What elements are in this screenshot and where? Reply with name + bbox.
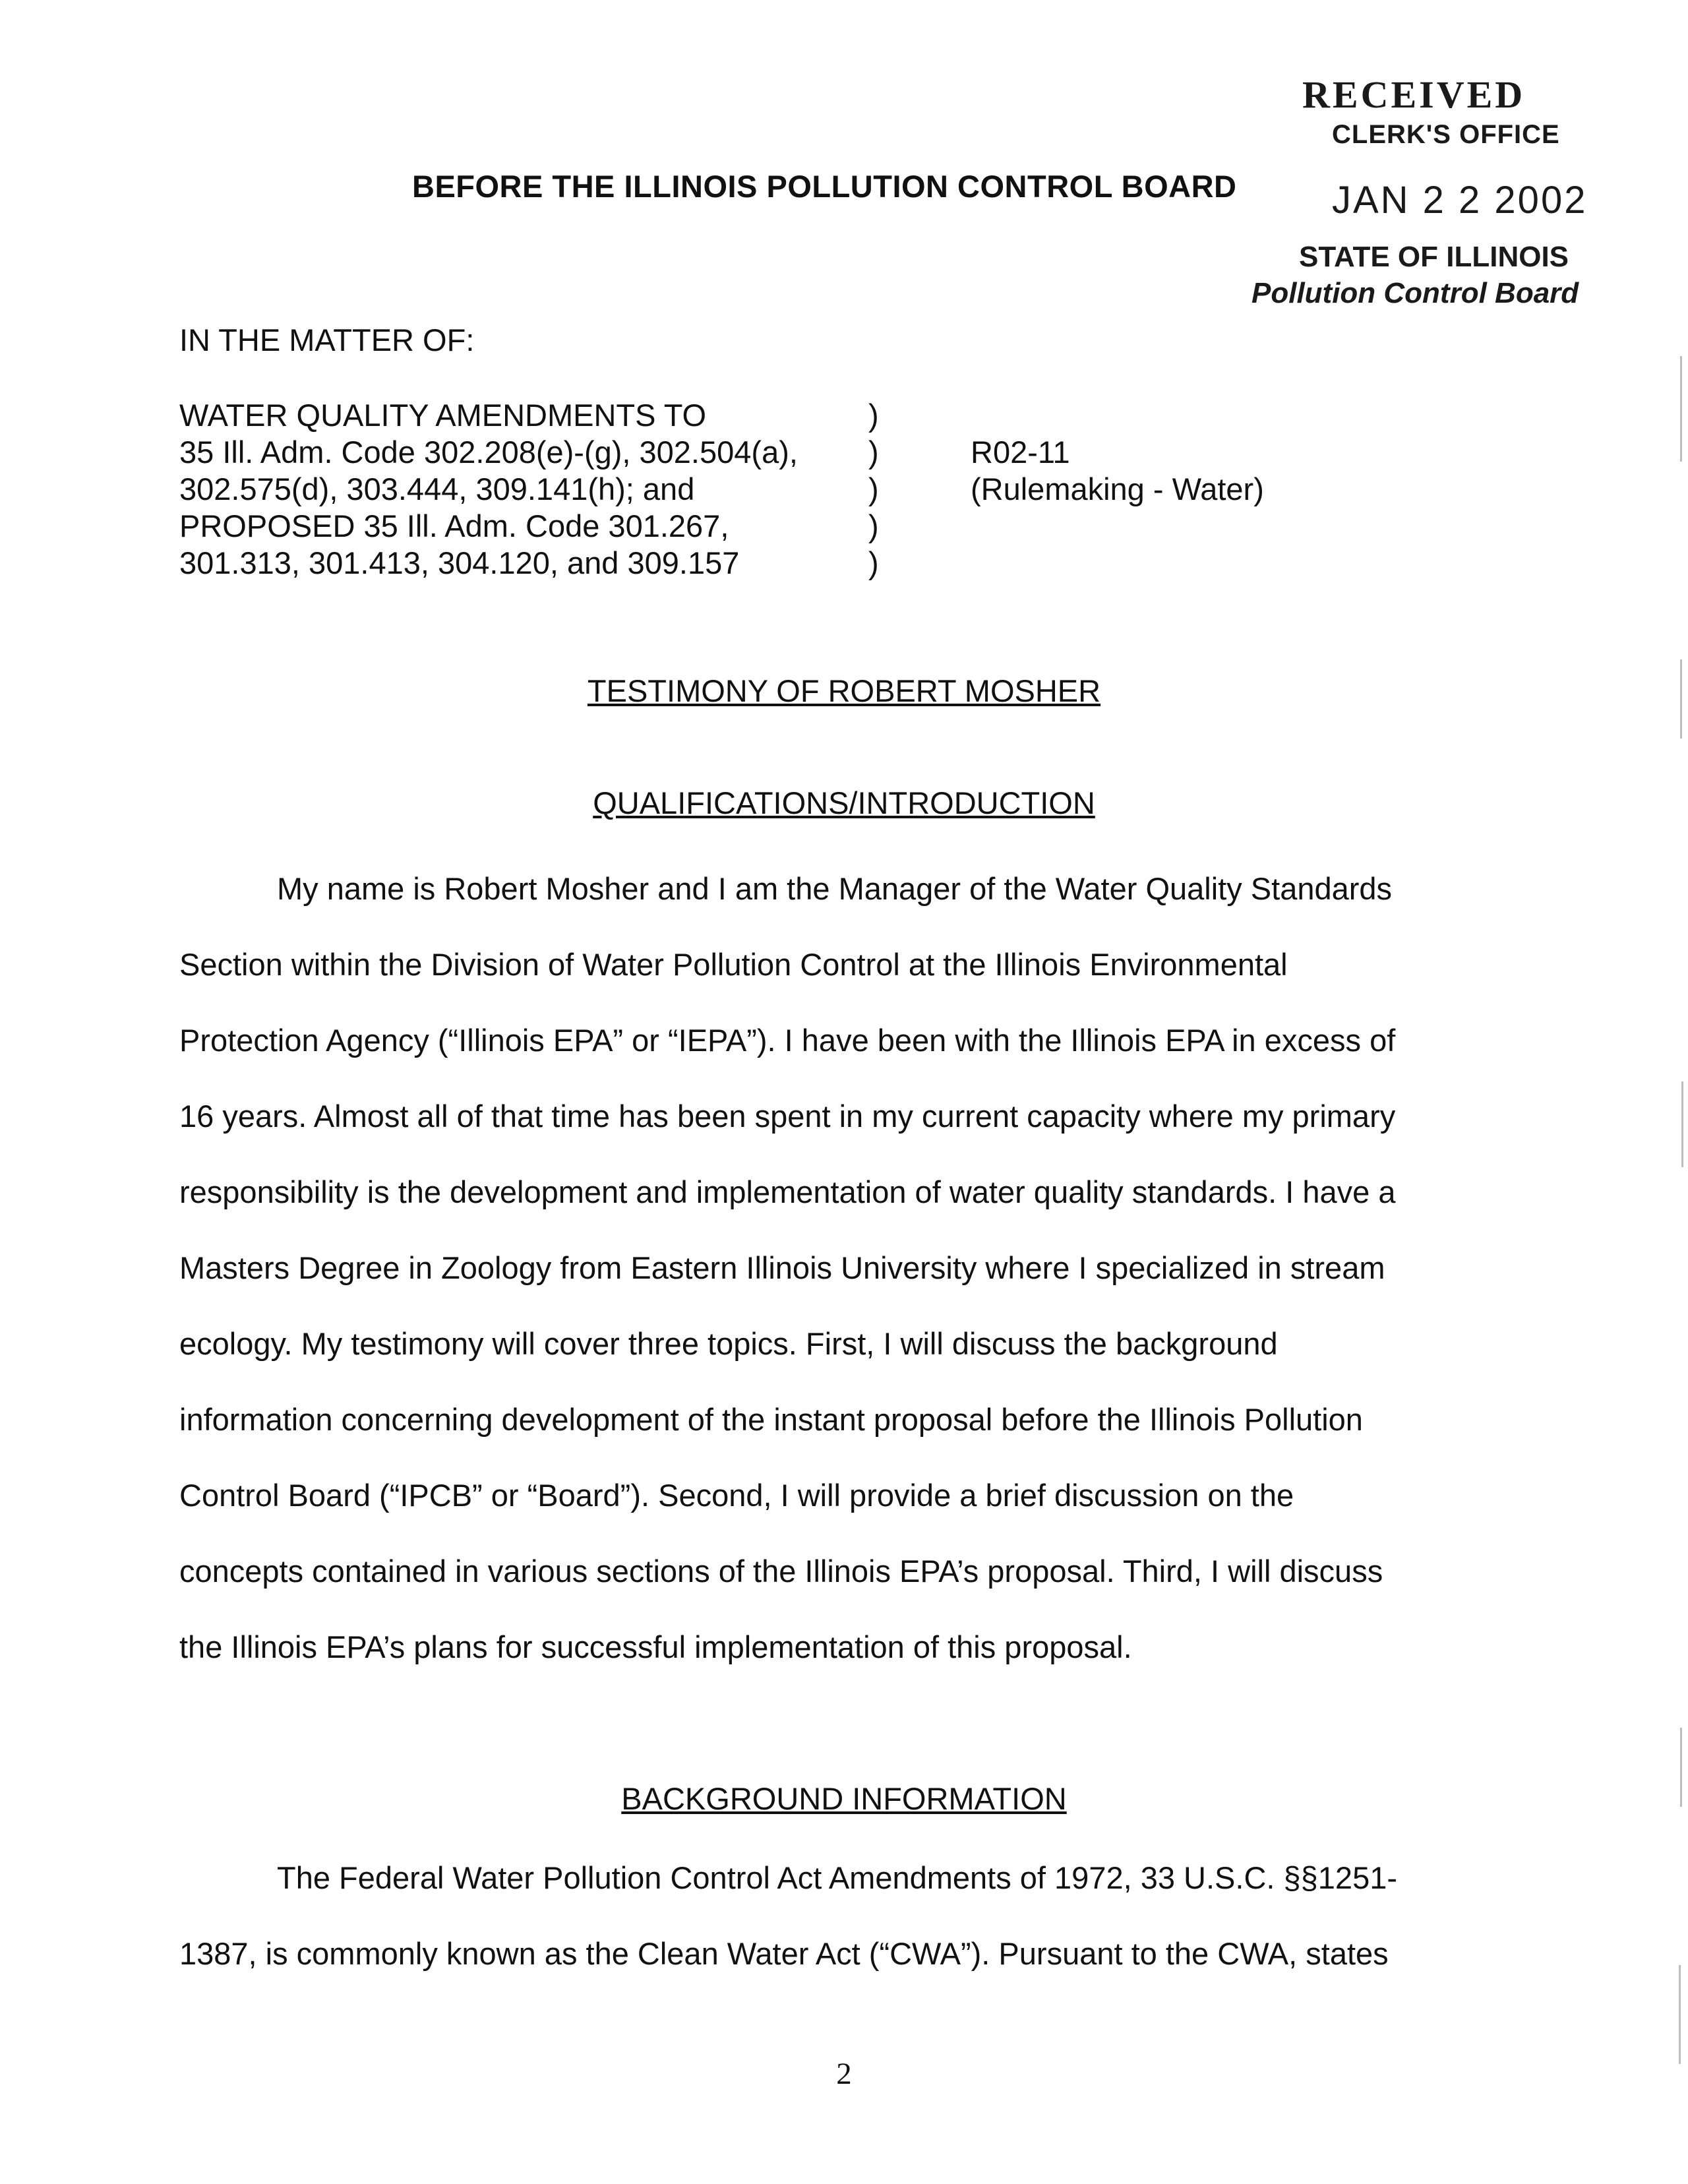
stamp-state: STATE OF ILLINOIS	[1299, 241, 1569, 273]
stamp-clerks-office: CLERK'S OFFICE	[1332, 120, 1560, 149]
paragraph-line: My name is Robert Mosher and I am the Manager of the Water Quality Standards	[277, 871, 1393, 906]
paragraph-line: responsibility is the development and implementation of water quality standards. I have a	[179, 1174, 1396, 1209]
background-heading: BACKGROUND INFORMATION	[621, 1781, 1067, 1816]
stamp-date: JAN 2 2 2002	[1332, 179, 1588, 222]
background-paragraph	[179, 1840, 1397, 1991]
caption-line: PROPOSED 35 Ill. Adm. Code 301.267,	[179, 508, 729, 543]
caption-paren: )	[868, 508, 879, 543]
scan-artifact	[1680, 356, 1682, 462]
caption-paren: )	[868, 545, 879, 580]
caption-paren: )	[868, 435, 879, 470]
caption-line: 301.313, 301.413, 304.120, and 309.157	[179, 545, 740, 580]
in-the-matter: IN THE MATTER OF:	[179, 322, 475, 357]
caption-line: WATER QUALITY AMENDMENTS TO	[179, 398, 707, 433]
paragraph-line: the Illinois EPA’s plans for successful implementation of this proposal.	[179, 1629, 1132, 1664]
scan-artifact	[1680, 1728, 1682, 1807]
paragraph-line: 1387, is commonly known as the Clean Water Act (“CWA”). Pursuant to the CWA, states	[179, 1936, 1389, 1971]
paragraph-line: concepts contained in various sections of the Illinois EPA’s proposal. Third, I will discuss	[179, 1554, 1383, 1589]
paragraph-line: 16 years. Almost all of that time has been spent in my current capacity where my primary	[179, 1099, 1396, 1134]
scan-artifact	[1680, 659, 1682, 739]
caption-line: 35 Ill. Adm. Code 302.208(e)-(g), 302.504(a),	[179, 435, 798, 470]
paragraph-line: information concerning development of the instant proposal before the Illinois Pollution	[179, 1402, 1363, 1437]
caption-line: 302.575(d), 303.444, 309.141(h); and	[179, 471, 695, 506]
docket-type: (Rulemaking - Water)	[971, 471, 1264, 506]
paragraph-line: Control Board (“IPCB” or “Board”). Second, I will provide a brief discussion on the	[179, 1478, 1294, 1513]
paragraph-line: Masters Degree in Zoology from Eastern Illinois University where I specialized in stream	[179, 1250, 1385, 1285]
paragraph-line: Section within the Division of Water Pollution Control at the Illinois Environmental	[179, 947, 1288, 982]
testimony-heading: TESTIMONY OF ROBERT MOSHER	[587, 673, 1101, 708]
qualifications-paragraph	[179, 851, 1395, 1685]
stamp-board: Pollution Control Board	[1251, 277, 1579, 309]
qualifications-heading: QUALIFICATIONS/INTRODUCTION	[593, 785, 1095, 820]
docket-number: R02-11	[971, 435, 1070, 470]
page-number: 2	[836, 2057, 852, 2091]
caption-paren: )	[868, 398, 879, 433]
paragraph-line: The Federal Water Pollution Control Act Amendments of 1972, 33 U.S.C. §§1251-	[277, 1860, 1397, 1895]
paragraph-line: ecology. My testimony will cover three topics. First, I will discuss the background	[179, 1326, 1278, 1361]
paragraph-line: Protection Agency (“Illinois EPA” or “IEPA”). I have been with the Illinois EPA in excess of	[179, 1023, 1396, 1058]
scan-artifact	[1681, 1081, 1683, 1167]
scan-artifact	[1679, 1965, 1681, 2064]
stamp-received: RECEIVED	[1302, 73, 1526, 116]
page-title: BEFORE THE ILLINOIS POLLUTION CONTROL BOARD	[412, 169, 1237, 204]
caption-paren: )	[868, 471, 879, 506]
